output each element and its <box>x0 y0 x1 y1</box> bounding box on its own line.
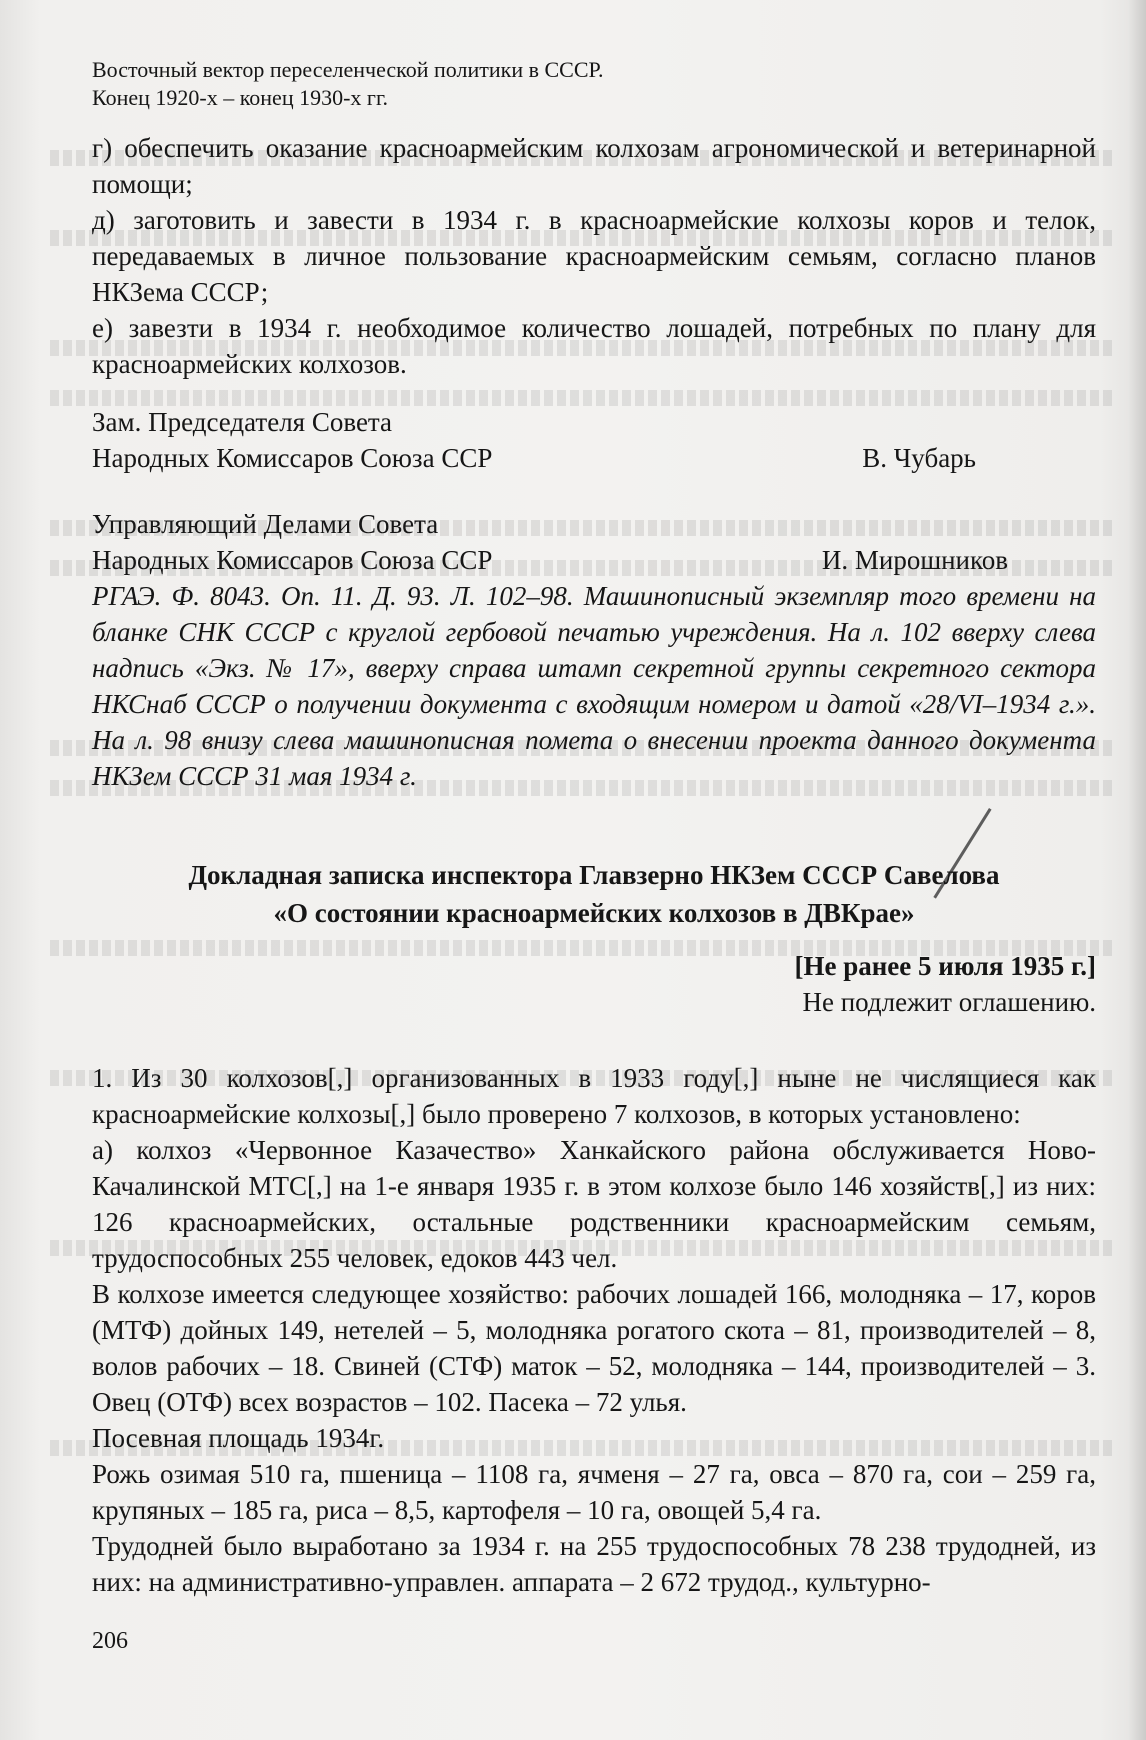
signature-chubar <box>92 404 1096 476</box>
paragraph-a: а) колхоз «Червонное Казачество» Ханкайского района обслуживается Ново-Качалинской МТС[,] на 1-е января 1935 г. в этом колхозе было 146 хозяйств[,] из них: 126 красноармейских, остальные родственники красноармейским семьям, трудоспособных 255 человек, едоков 443 чел. <box>92 1135 1096 1273</box>
page-edge-shadow <box>1128 0 1146 1740</box>
running-head <box>92 56 1096 112</box>
signature-title-line1: Зам. Председателя Совета <box>92 407 393 437</box>
paragraph-livestock: В колхозе имеется следующее хозяйство: рабочих лошадей 166, молодняка – 17, коров (МТФ) дойных 149, нетелей – 5, молодняка рогатого скота – 81, производителей – 8, волов рабочих – 18. Свиней (СТФ) маток – 52, молодняка – 144, производителей – 3. Овец (ОТФ) всех возрастов – 102. Пасека – 72 улья. <box>92 1279 1096 1417</box>
secrecy-note: Не подлежит оглашению. <box>802 987 1096 1017</box>
signature-name: В. Чубарь <box>862 443 976 473</box>
list-item-d: д) заготовить и завести в 1934 г. в красноармейские колхозы коров и телок, передаваемых в личное пользование красноармейским семьям, согласно планов НКЗема СССР; <box>92 205 1096 307</box>
paragraph-workdays: Трудодней было выработано за 1934 г. на 255 трудоспособных 78 238 трудодней, из них: на административно-управлен. аппарата – 2 672 трудод., культурно- <box>92 1531 1096 1597</box>
archive-reference: РГАЭ. Ф. 8043. Оп. 11. Д. 93. Л. 102–98. Машинописный экземпляр того времени на бланке СНК СССР с круглой гербовой печатью учреждения. На л. 102 вверху слева надпись «Экз. № 17», вверху справа штамп секретной группы секретного сектора НКСнаб СССР о получении документа с входящим номером и датой «28/VI–1934 г.». На л. 98 внизу слева машинописная помета о внесении проекта данного документа НКЗем СССР 31 мая 1934 г. <box>92 581 1096 791</box>
document-title-line2: «О состоянии красноармейских колхозов в ДВКрае» <box>273 898 915 928</box>
paragraph-1: 1. Из 30 колхозов[,] организованных в 1933 году[,] ныне не числящиеся как красноармейские колхозы[,] было проверено 7 колхозов, в которых установлено: <box>92 1063 1096 1129</box>
page-number: 206 <box>92 1628 128 1654</box>
running-head-line2: Конец 1920-х – конец 1930-х гг. <box>92 85 388 110</box>
page-content <box>92 56 1096 1600</box>
paragraph-sown-area-heading: Посевная площадь 1934г. <box>92 1423 385 1453</box>
paragraph-crops: Рожь озимая 510 га, пшеница – 1108 га, ячменя – 27 га, овса – 870 га, сои – 259 га, крупяных – 185 га, риса – 8,5, картофеля – 10 га, овощей 5,4 га. <box>92 1459 1096 1525</box>
list-item-e: е) завезти в 1934 г. необходимое количество лошадей, потребных по плану для красноармейских колхозов. <box>92 313 1096 379</box>
document-title-line1: Докладная записка инспектора Главзерно НКЗем СССР Савелова <box>188 860 1000 890</box>
signature-title-line2: Народных Комиссаров Союза ССР <box>92 545 493 575</box>
running-head-line1: Восточный вектор переселенческой политики в СССР. <box>92 57 604 82</box>
list-item-g: г) обеспечить оказание красноармейским колхозам агрономической и ветеринарной помощи; <box>92 133 1096 199</box>
signature-title-line1: Управляющий Делами Совета <box>92 509 439 539</box>
document-body <box>92 130 1096 1600</box>
signature-title-line2: Народных Комиссаров Союза ССР <box>92 443 493 473</box>
document-title <box>92 856 1096 932</box>
signature-miroshnikov <box>92 506 1096 578</box>
document-date: [Не ранее 5 июля 1935 г.] <box>794 951 1096 981</box>
signature-name: И. Мирошников <box>821 545 1008 575</box>
